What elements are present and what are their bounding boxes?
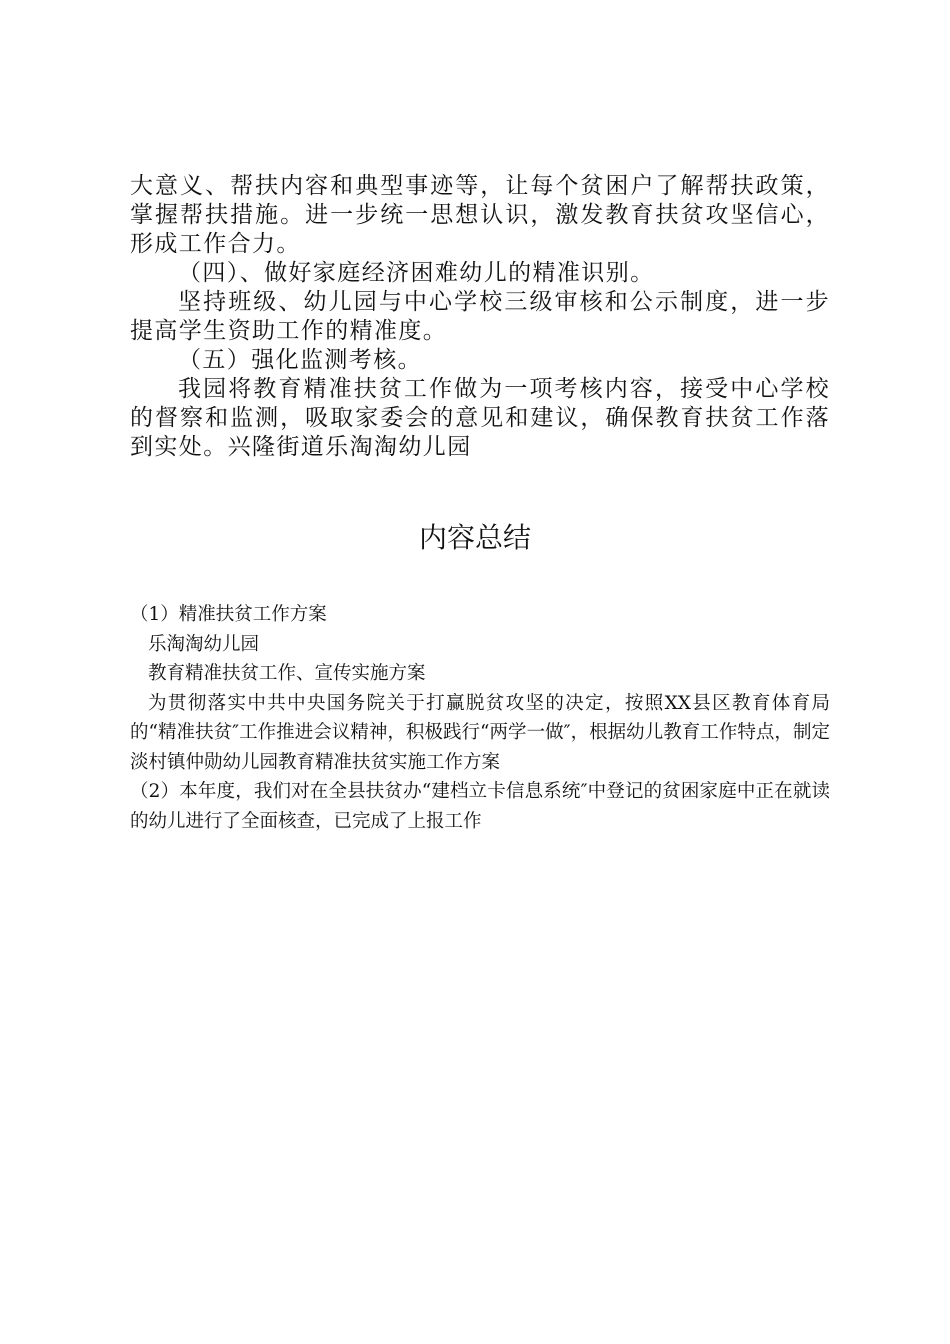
summary-kindergarten-name: 乐淘淘幼儿园 [148, 633, 260, 655]
paragraph-continuation: 大意义、帮扶内容和典型事迹等，让每个贫困户了解帮扶政策，掌握帮扶措施。进一步统一思想认识，激发教育扶贫攻坚信心，形成工作合力。 [130, 173, 830, 257]
heading-section-5: （五）强化监测考核。 [178, 347, 422, 373]
summary-plan-title: 教育精准扶贫工作、宣传实施方案 [148, 663, 426, 684]
summary-title: 内容总结 [418, 521, 531, 554]
heading-section-4: （四）、做好家庭经济困难幼儿的精准识别。 [178, 260, 655, 286]
paragraph-section-4: 坚持班级、幼儿园与中心学校三级审核和公示制度，进一步提高学生资助工作的精准度。 [130, 289, 830, 344]
summary-item-1: （1）精准扶贫工作方案 [130, 604, 327, 625]
body-text [130, 172, 830, 462]
paragraph-section-5: 我园将教育精准扶贫工作做为一项考核内容，接受中心学校的督察和监测，吸取家委会的意见和建议，确保教育扶贫工作落到实处。兴隆街道乐淘淘幼儿园 [130, 376, 830, 460]
summary-section [130, 600, 830, 836]
summary-plan-text: 为贯彻落实中共中央国务院关于打赢脱贫攻坚的决定，按照XX县区教育体育局的“精准扶贫″工作推进会议精神，积极践行“两学一做″，根据幼儿教育工作特点，制定淡村镇仲勋幼儿园教育精准扶贫实施工作方案 [130, 692, 830, 773]
summary-item-2: （2）本年度，我们对在全县扶贫办“建档立卡信息系统″中登记的贫困家庭中正在就读的幼儿进行了全面核查，已完成了上报工作 [130, 781, 830, 832]
